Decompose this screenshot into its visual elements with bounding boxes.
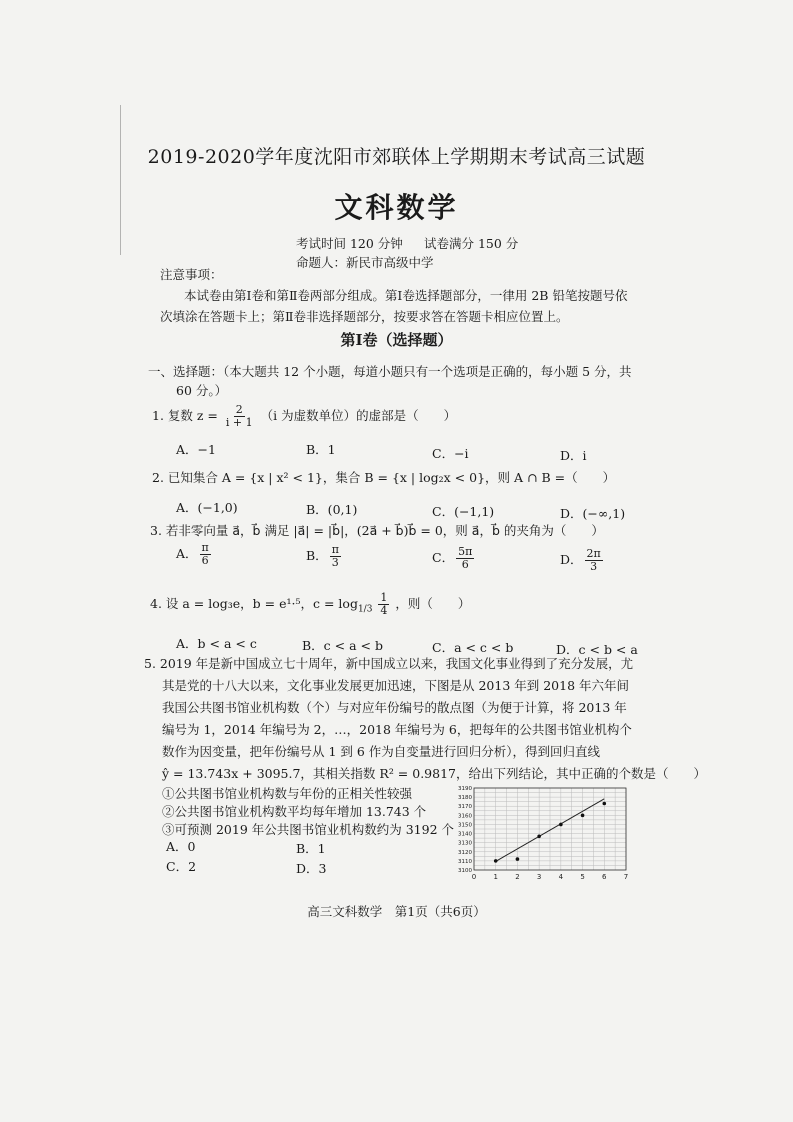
page-footer: 高三文科数学 第1页（共6页）: [307, 904, 486, 919]
part1-intro-2: 60 分。）: [176, 383, 228, 398]
x-tick-label: 2: [515, 873, 520, 881]
scan-artifact-line: [120, 105, 121, 255]
q5-line-5: 数作为因变量，把年份编号从 1 到 6 作为自变量进行回归分析），得到回归直线: [162, 744, 601, 759]
q1-option-b: B．1: [306, 442, 336, 457]
q5-option-a: A．0: [166, 839, 196, 854]
exam-score: 试卷满分 150 分: [424, 236, 519, 251]
q1-option-d: D．i: [560, 448, 587, 463]
y-tick-label: 3160: [458, 813, 472, 820]
y-tick-label: 3190: [458, 786, 472, 792]
exam-title: 2019-2020学年度沈阳市郊联体上学期期末考试高三试题: [147, 146, 646, 168]
data-point: [537, 834, 541, 838]
q2-option-d: D．(−∞,1): [560, 506, 626, 521]
y-tick-label: 3150: [458, 822, 472, 829]
data-point: [516, 857, 520, 861]
y-tick-label: 3110: [458, 858, 472, 865]
q2-option-a: A．(−1,0): [176, 500, 238, 515]
q1-fraction: $\frac{2}{i + 1}$: [225, 403, 253, 429]
q3-option-c: C． $\frac{5\pi}{6}$: [432, 545, 473, 571]
q2-option-b: B．(0,1): [306, 502, 358, 517]
q5-option-c: C．2: [166, 859, 197, 874]
x-tick-label: 0: [471, 873, 477, 881]
x-tick-label: 7: [623, 873, 629, 881]
q5-line-3: 我国公共图书馆业机构数（个）与对应年份编号的散点图（为便于计算，将 2013 年: [162, 700, 627, 715]
q4-option-b: B．c < a < b: [302, 638, 383, 653]
data-point: [559, 823, 563, 827]
q4-option-a: A．b < a < c: [176, 636, 257, 651]
q5-line-2: 其是党的十八大以来，文化事业发展更加迅速，下图是从 2013 年到 2018 年六年间: [162, 678, 630, 693]
q3-option-d: D． $\frac{2\pi}{3}$: [560, 547, 601, 573]
subject-title: 文科数学: [334, 191, 459, 224]
q5-option-b: B．1: [296, 841, 326, 856]
y-tick-label: 3180: [458, 795, 472, 802]
q4-option-d: D．c < b < a: [556, 642, 638, 657]
notes-label: 注意事项：: [160, 267, 223, 282]
q5-option-d: D．3: [296, 861, 327, 876]
q2-option-c: C．(−1,1): [432, 504, 495, 519]
exam-author: 命题人：新民市高级中学: [296, 255, 434, 270]
y-tick-label: 3130: [458, 840, 472, 847]
q5-line-1: 5. 2019 年是新中国成立七十周年，新中国成立以来，我国文化事业得到了充分发展，尤: [144, 656, 634, 671]
q4-option-c: C．a < c < b: [432, 640, 514, 655]
q5-statement-1: ①公共图书馆业机构数与年份的正相关性较强: [162, 786, 413, 801]
question-1: 1. 复数 z = $\frac{2}{i + 1}$ （i 为虚数单位）的虚部是（ ）: [152, 403, 457, 429]
notes-line-2: 次填涂在答题卡上；第Ⅱ卷非选择题部分，按要求答在答题卡相应位置上。: [160, 309, 569, 324]
question-3: 3. 若非零向量 a⃗，b⃗ 满足 |a⃗| = |b⃗|，(2a⃗ + b⃗)b⃗ = 0，则 a⃗，b⃗ 的夹角为（ ）: [150, 523, 604, 538]
question-4: 4. 设 a = log₃e，b = e¹·⁵，$c = \log_{1/3}$ $\frac{1}{4}$ ，则（ ）: [150, 591, 471, 617]
scatter-chart: [440, 780, 640, 890]
exam-time: 考试时间 120 分钟: [296, 236, 403, 251]
y-tick-label: 3120: [458, 849, 472, 856]
y-tick-label: 3170: [458, 804, 472, 811]
data-point: [581, 814, 585, 818]
data-point: [494, 859, 498, 863]
y-tick-label: 3140: [458, 831, 472, 838]
data-point: [602, 802, 606, 806]
question-2: 2. 已知集合 A = {x | x² < 1}，集合 B = {x | log₂x < 0}，则 A ∩ B =（ ）: [152, 470, 616, 485]
x-tick-label: 4: [558, 873, 564, 881]
notes-line-1: 本试卷由第Ⅰ卷和第Ⅱ卷两部分组成。第Ⅰ卷选择题部分，一律用 2B 铅笔按题号依: [184, 288, 628, 303]
section-heading: 第Ⅰ卷（选择题）: [340, 331, 453, 349]
x-tick-label: 6: [602, 873, 607, 881]
q1-option-a: A．−1: [176, 442, 216, 457]
y-tick-label: 3100: [458, 868, 472, 874]
x-tick-label: 5: [580, 873, 585, 881]
q3-option-a: A． $\frac{\pi}{6}$: [176, 541, 209, 567]
x-tick-label: 3: [536, 873, 542, 881]
part1-intro-1: 一、选择题：（本大题共 12 个小题，每道小题只有一个选项是正确的，每小题 5 分，共: [148, 364, 632, 379]
q5-line-4: 编号为 1，2014 年编号为 2，…，2018 年编号为 6，把每年的公共图书馆业机构个: [162, 722, 632, 737]
q3-option-b: B． $\frac{\pi}{3}$: [306, 543, 339, 569]
q5-statement-3: ③可预测 2019 年公共图书馆业机构数约为 3192 个: [162, 822, 455, 837]
q1-option-c: C．−i: [432, 446, 469, 461]
q5-line-6: ŷ = 13.743x + 3095.7，其相关指数 R² = 0.9817，给出下列结论，其中正确的个数是（ ）: [162, 766, 706, 781]
x-tick-label: 1: [493, 873, 498, 881]
q5-statement-2: ②公共图书馆业机构数平均每年增加 13.743 个: [162, 804, 427, 819]
